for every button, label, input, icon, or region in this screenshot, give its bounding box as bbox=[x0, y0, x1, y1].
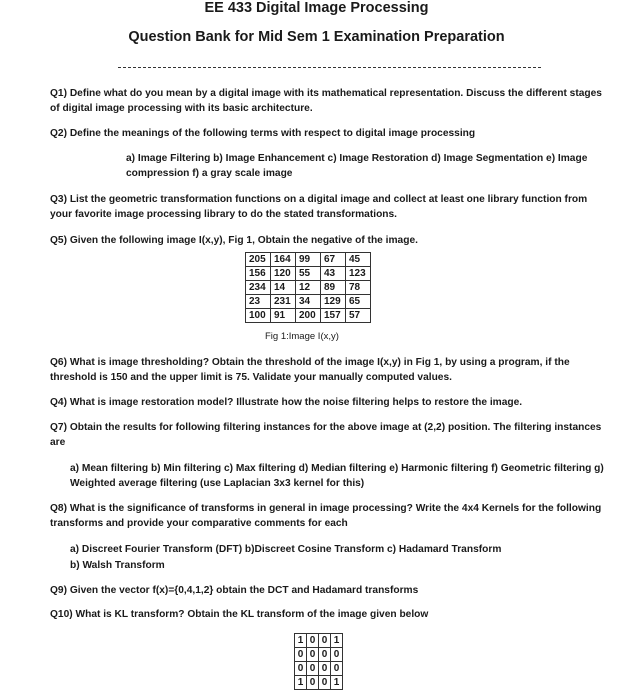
question-2: Q2) Define the meanings of the following terms with respect to digital image processing bbox=[50, 128, 476, 139]
matrix-cell: 157 bbox=[321, 309, 346, 323]
image-matrix-row bbox=[246, 281, 371, 295]
matrix-cell: 67 bbox=[321, 253, 346, 267]
question-6: Q6) What is image thresholding? Obtain the threshold of the image I(x,y) in Fig 1, by using a program, if the threshold is 150 and the upper limit is 75. Validate your manually computed values. bbox=[50, 357, 570, 383]
matrix-cell: 65 bbox=[346, 295, 371, 309]
matrix-cell: 231 bbox=[271, 295, 296, 309]
question-2-items: a) Image Filtering b) Image Enhancement c) Image Restoration d) Image Segmentation e) Image compression f) a gray scale image bbox=[126, 153, 588, 179]
image-matrix-row bbox=[246, 253, 371, 267]
matrix-cell: 0 bbox=[307, 634, 319, 648]
question-7-items: a) Mean filtering b) Min filtering c) Max filtering d) Median filtering e) Harmonic filtering f) Geometric filtering g) Weighted average filtering (use Laplacian 3x3 kernel for this) bbox=[70, 463, 604, 489]
matrix-cell: 129 bbox=[321, 295, 346, 309]
question-8-item-a: a) Discreet Fourier Transform (DFT) b)Discreet Cosine Transform c) Hadamard Transform bbox=[70, 544, 502, 555]
matrix-cell: 0 bbox=[295, 662, 307, 676]
matrix-cell: 34 bbox=[296, 295, 321, 309]
kl-matrix-table bbox=[294, 633, 343, 690]
document-subtitle: Question Bank for Mid Sem 1 Examination Preparation bbox=[128, 29, 505, 45]
matrix-cell: 12 bbox=[296, 281, 321, 295]
matrix-cell: 100 bbox=[246, 309, 271, 323]
question-4: Q4) What is image restoration model? Illustrate how the noise filtering helps to restore the image. bbox=[50, 397, 523, 408]
matrix-cell: 14 bbox=[271, 281, 296, 295]
matrix-cell: 200 bbox=[296, 309, 321, 323]
matrix-cell: 0 bbox=[319, 634, 331, 648]
matrix-cell: 1 bbox=[295, 676, 307, 690]
matrix-cell: 234 bbox=[246, 281, 271, 295]
matrix-cell: 78 bbox=[346, 281, 371, 295]
question-3: Q3) List the geometric transformation functions on a digital image and collect at least one library function from your favorite image processing library to do the stated transformations. bbox=[50, 194, 588, 220]
matrix-cell: 123 bbox=[346, 267, 371, 281]
document-title: EE 433 Digital Image Processing bbox=[204, 0, 429, 16]
matrix-cell: 1 bbox=[331, 676, 343, 690]
matrix-cell: 91 bbox=[271, 309, 296, 323]
matrix-cell: 55 bbox=[296, 267, 321, 281]
image-matrix-row bbox=[246, 309, 371, 323]
matrix-cell: 205 bbox=[246, 253, 271, 267]
question-9: Q9) Given the vector f(x)={0,4,1,2} obtain the DCT and Hadamard transforms bbox=[50, 585, 419, 596]
matrix-cell: 0 bbox=[295, 648, 307, 662]
image-matrix-row bbox=[246, 267, 371, 281]
matrix-cell: 99 bbox=[296, 253, 321, 267]
kl-matrix-row bbox=[295, 676, 343, 690]
matrix-cell: 23 bbox=[246, 295, 271, 309]
matrix-cell: 0 bbox=[307, 662, 319, 676]
dashed-divider bbox=[118, 67, 541, 68]
matrix-cell: 1 bbox=[295, 634, 307, 648]
matrix-cell: 120 bbox=[271, 267, 296, 281]
question-7: Q7) Obtain the results for following filtering instances for the above image at (2,2) position. The filtering instances are bbox=[50, 422, 602, 448]
image-matrix-table bbox=[245, 252, 371, 323]
matrix-cell: 43 bbox=[321, 267, 346, 281]
matrix-cell: 0 bbox=[319, 662, 331, 676]
question-10: Q10) What is KL transform? Obtain the KL transform of the image given below bbox=[50, 609, 429, 620]
matrix-cell: 57 bbox=[346, 309, 371, 323]
matrix-cell: 1 bbox=[331, 634, 343, 648]
kl-matrix-row bbox=[295, 648, 343, 662]
question-8: Q8) What is the significance of transforms in general in image processing? Write the 4x4 Kernels for the following transforms and provide your comparative comments for each bbox=[50, 503, 602, 529]
figure-caption: Fig 1:Image I(x,y) bbox=[265, 331, 339, 342]
matrix-cell: 45 bbox=[346, 253, 371, 267]
question-5: Q5) Given the following image I(x,y), Fig 1, Obtain the negative of the image. bbox=[50, 235, 418, 246]
question-8-item-b: b) Walsh Transform bbox=[70, 560, 165, 571]
kl-matrix-row bbox=[295, 662, 343, 676]
question-1: Q1) Define what do you mean by a digital image with its mathematical representation. Discuss the different stages of digital image processing with its basic architecture. bbox=[50, 88, 602, 114]
matrix-cell: 164 bbox=[271, 253, 296, 267]
matrix-cell: 0 bbox=[307, 648, 319, 662]
matrix-cell: 0 bbox=[307, 676, 319, 690]
image-matrix-row bbox=[246, 295, 371, 309]
matrix-cell: 0 bbox=[319, 648, 331, 662]
matrix-cell: 156 bbox=[246, 267, 271, 281]
matrix-cell: 0 bbox=[331, 648, 343, 662]
kl-matrix-row bbox=[295, 634, 343, 648]
matrix-cell: 0 bbox=[331, 662, 343, 676]
matrix-cell: 0 bbox=[319, 676, 331, 690]
matrix-cell: 89 bbox=[321, 281, 346, 295]
